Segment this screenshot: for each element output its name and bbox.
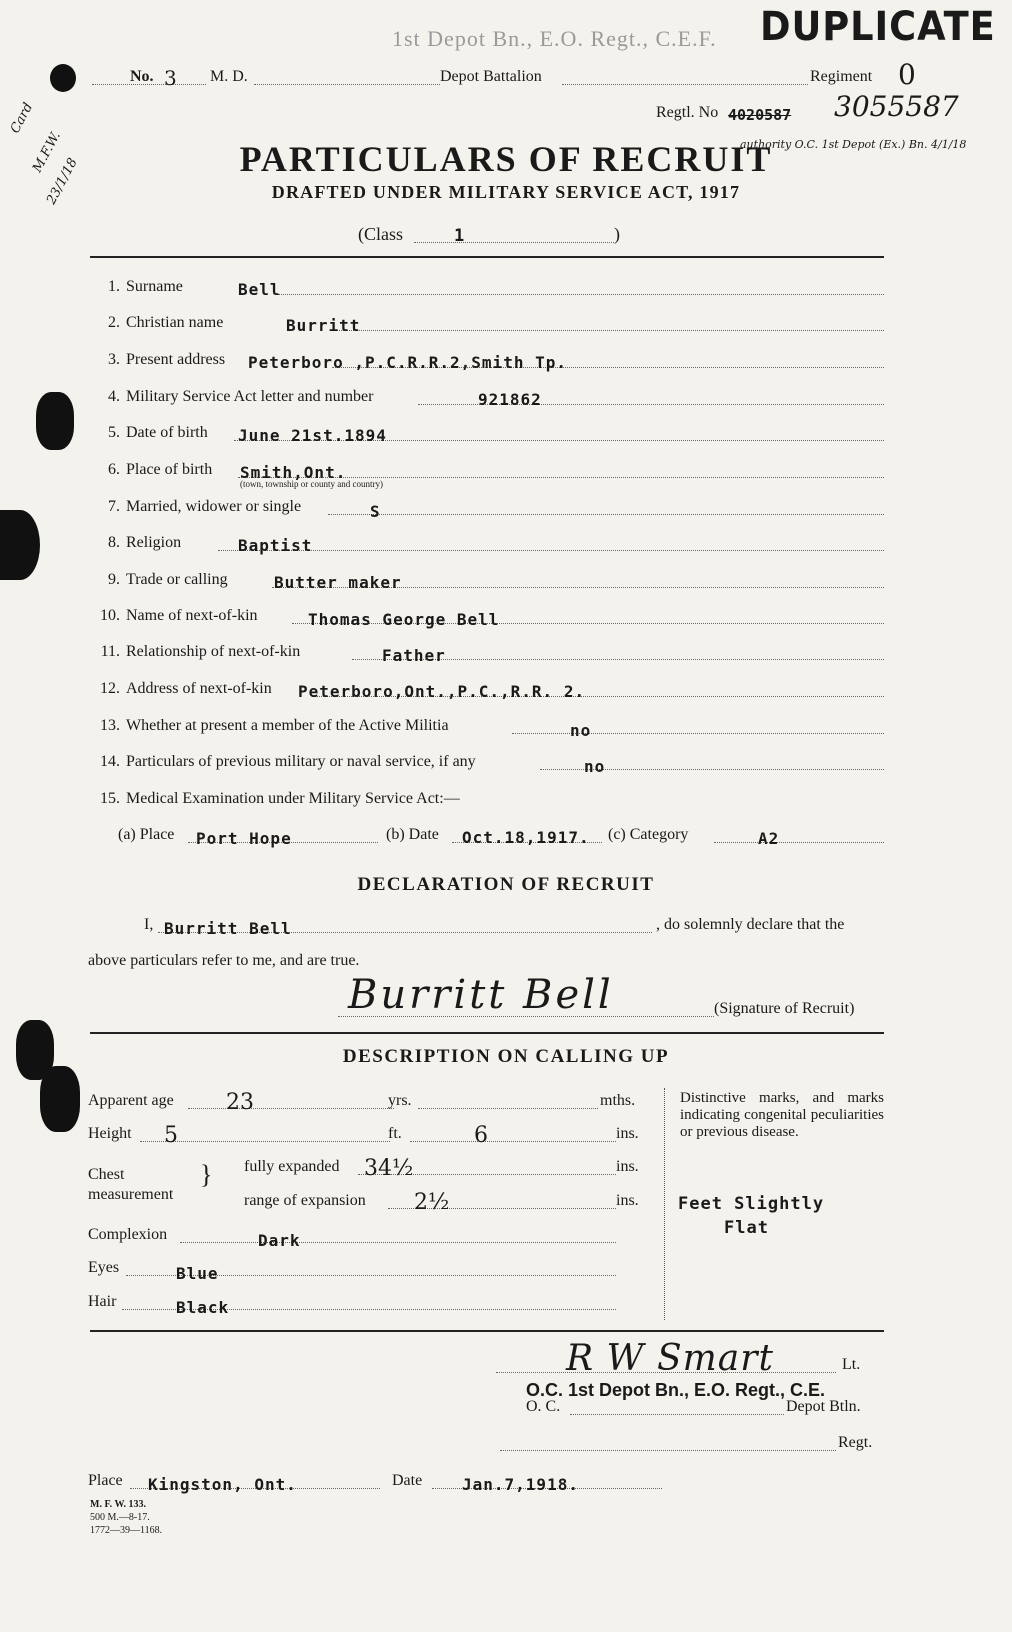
field-next-of-kin-address: 12. Address of next-of-kin Peterboro,Ont.,P.C.,R.R. 2. [92,680,272,702]
form-number: M. F. W. 133. 500 M.—8-17. 1772—39—1168. [90,1499,163,1536]
page-title: PARTICULARS OF RECRUIT [239,139,773,179]
class-value: 1 [454,226,465,246]
md-label: M. D. [210,68,248,85]
field-medical-exam: 15. Medical Examination under Military Service Act:— [100,790,460,807]
regiment-value: 0 [898,58,916,91]
field-christian-name: 2. Christian name Burritt [92,314,223,336]
medical-category: A2 [758,829,780,848]
field-present-address: 3. Present address Peterboro ,P.C.R.R.2,Smith Tp. [92,351,225,373]
field-next-of-kin: 10. Name of next-of-kin Thomas George Bell [92,607,258,629]
officer-rank: Lt. [842,1356,861,1373]
field-value: Thomas George Bell [308,610,500,629]
medical-place: Port Hope [196,829,292,848]
declaration-heading: DECLARATION OF RECRUIT [357,874,655,895]
footer-place-value: Kingston, Ont. [148,1475,297,1494]
regtl-new-number: 3055587 [834,90,959,123]
field-active-militia: 13. Whether at present a member of the Active Militia no [92,717,449,739]
field-value: Bell [238,280,281,299]
footer-date-row: Date Jan.7,1918. [392,1472,692,1496]
complexion-row: Complexion Dark [88,1226,648,1250]
oc-label: O. C. [526,1398,561,1415]
field-value: Burritt [286,316,361,335]
field-surname: 1. Surname Bell [92,278,183,300]
vertical-divider [664,1088,666,1320]
distinctive-marks-value: Flat [724,1218,769,1238]
field-trade: 9. Trade or calling Butter maker [92,571,228,593]
footer-place-row: Place Kingston, Ont. [88,1472,388,1496]
regt-line [500,1450,836,1451]
margin-note: M.F.W. [30,129,64,176]
field-place-of-birth: 6. Place of birth Smith,Ont. (town, township or county and country) [92,461,212,483]
punch-hole [0,510,40,580]
field-value: Baptist [238,536,313,555]
height-inches-value: 6 [474,1123,488,1148]
regt-label: Regt. [838,1434,873,1451]
regtl-authority-note: authority O.C. 1st Depot (Ex.) Bn. 4/1/18 [740,138,967,151]
field-value: S [370,502,381,521]
apparent-age-row: Apparent age 23 yrs. mths. [88,1090,636,1115]
field-relationship: 11. Relationship of next-of-kin Father [92,643,300,665]
eyes-row: Eyes Blue [88,1259,648,1283]
medical-date: Oct.18,1917. [462,828,590,847]
divider [90,256,884,258]
field-previous-service: 14. Particulars of previous military or naval service, if any no [92,753,476,775]
punch-hole [36,392,74,450]
distinctive-marks-label: Distinctive marks, and marks indicating congenital peculiarities or previous disease. [680,1090,884,1140]
regiment-label: Regiment [810,68,873,85]
field-msa-number: 4. Military Service Act letter and number 921862 [92,388,373,410]
chest-range-value: 2½ [414,1190,450,1215]
recruit-signature: Burritt Bell [348,972,614,1018]
signature-line: Burritt Bell (Signature of Recruit) [338,972,898,1022]
divider [90,1330,884,1332]
field-value: Peterboro,Ont.,P.C.,R.R. 2. [298,682,586,701]
field-religion: 8. Religion Baptist [92,534,181,556]
punch-hole [40,1066,80,1132]
depot-stamp: 1st Depot Bn., E.O. Regt., C.E.F. [392,26,717,51]
field-value: no [570,721,592,740]
officer-signature: R W Smart [566,1338,774,1379]
regtl-old-number: 4020587 [728,106,792,124]
field-value: Butter maker [274,573,402,592]
field-marital-status: 7. Married, widower or single S [92,498,301,520]
height-row: Height 5 ft. 6 ins. [88,1123,639,1148]
field-value: 921862 [478,390,542,409]
chest-expanded-value: 34½ [364,1156,414,1181]
regtl-line: Regtl. No 4020587 3055587 [656,90,959,124]
field-value: no [584,757,606,776]
officer-unit-stamp: O.C. 1st Depot Bn., E.O. Regt., C.E. [526,1380,826,1400]
medical-details: (a) Place Port Hope (b) Date Oct.18,1917. (c) Category A2 [118,826,888,850]
field-date-of-birth: 5. Date of birth June 21st.1894 [92,424,208,446]
depot-btln-label: Depot Btln. [786,1398,861,1415]
subtitle: DRAFTED UNDER MILITARY SERVICE ACT, 1917 [271,182,741,202]
class-line: (Class 1 ) [358,224,620,246]
hair-value: Black [176,1298,230,1317]
field-hint: (town, township or county and country) [240,479,383,489]
record-number: 3 [164,66,177,90]
complexion-value: Dark [258,1231,301,1250]
margin-note: 23/1/18 [44,155,81,208]
header-line: 3 No. M. D. Depot Battalion Regiment 0 [92,68,892,90]
hair-row: Hair Black [88,1293,648,1317]
footer-date-value: Jan.7,1918. [462,1475,579,1494]
eyes-value: Blue [176,1264,219,1283]
officer-signature-line [496,1372,836,1373]
field-value: Peterboro ,P.C.R.R.2,Smith Tp. [248,353,567,372]
declarant-name: Burritt Bell [164,919,292,938]
apparent-age-value: 23 [226,1090,254,1115]
chest-row: Chest measurement } fully expanded 34½ ins. range of expansion 2½ ins. [88,1156,639,1215]
declaration-line: I, Burritt Bell , do solemnly declare that the [144,916,845,938]
field-value: June 21st.1894 [238,426,387,445]
margin-note: Card [7,100,37,136]
field-value: Father [382,646,446,665]
field-value: Smith,Ont. [240,463,347,482]
depot-label: Depot Battalion [440,68,542,85]
description-heading: DESCRIPTION ON CALLING UP [342,1046,670,1067]
height-feet-value: 5 [164,1123,178,1148]
divider [90,1032,884,1034]
distinctive-marks-value: Feet Slightly [678,1194,825,1214]
depot-btln-line [570,1414,784,1415]
duplicate-stamp: DUPLICATE [760,4,996,50]
declaration-text: above particulars refer to me, and are true. [88,952,360,969]
